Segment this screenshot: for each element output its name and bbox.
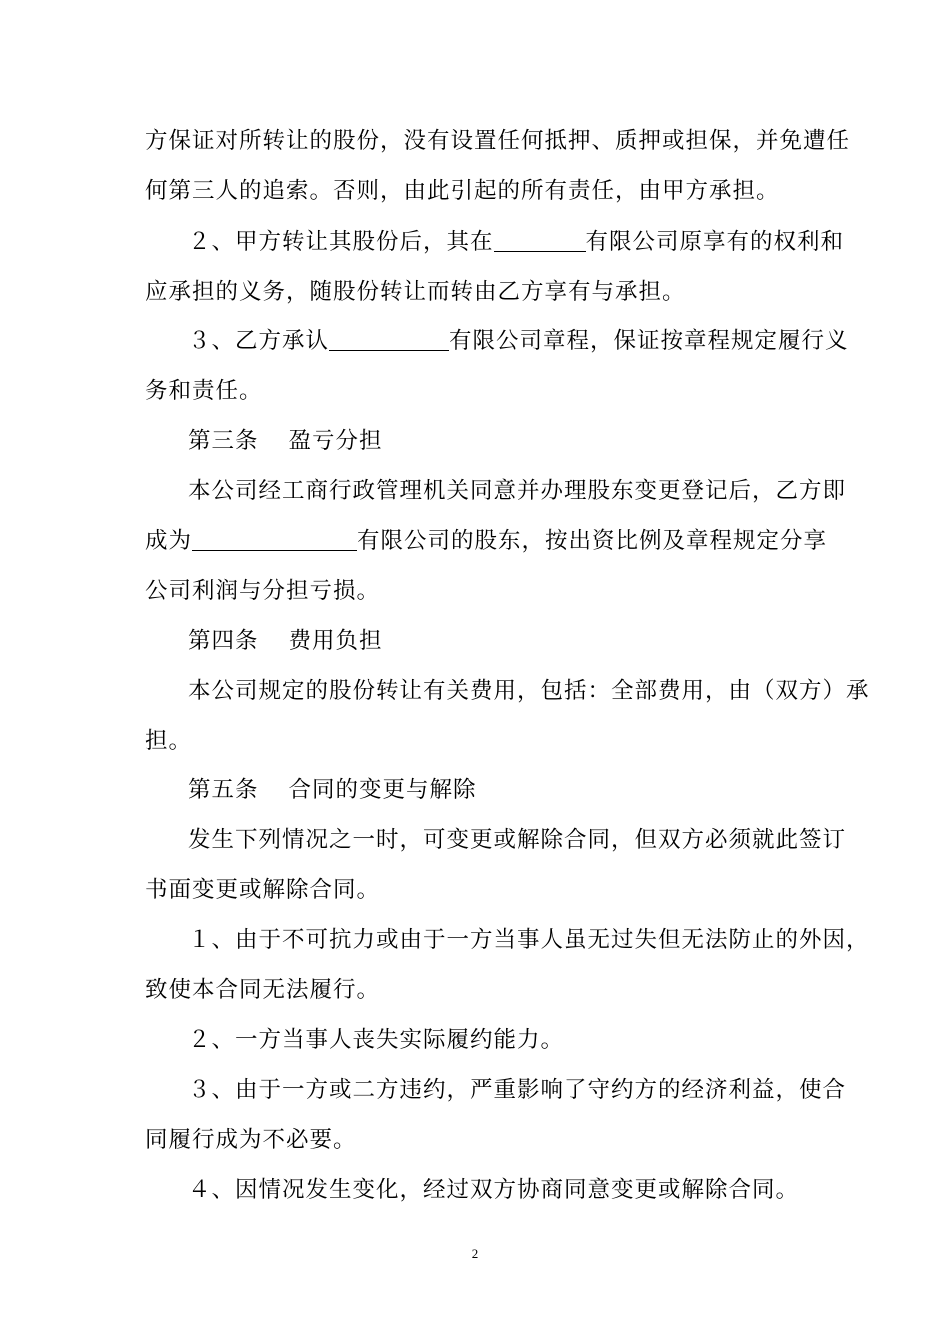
paragraph-line: [145, 726, 192, 756]
text-span: ２、甲方转让其股份后，其在: [188, 229, 494, 255]
paragraph-line: [145, 176, 780, 206]
paragraph-line: [188, 326, 849, 356]
section-heading: [188, 775, 477, 805]
text-span: 务和责任。: [145, 378, 263, 404]
text-span: 何第三人的追索。否则，由此引起的所有责任，由甲方承担。: [145, 178, 780, 204]
fill-in-blank: [329, 328, 449, 351]
text-span: 书面变更或解除合同。: [145, 877, 381, 903]
text-span: 方保证对所转让的股份，没有设置任何抵押、质押或担保，并免遭任: [145, 128, 851, 154]
paragraph-line: [188, 1025, 564, 1055]
text-span: 有限公司的股东，按出资比例及章程规定分享: [357, 528, 828, 554]
section-number: 第三条: [188, 428, 259, 454]
paragraph-line: [145, 1125, 357, 1155]
text-span: 有限公司原享有的权利和: [585, 229, 845, 255]
page-number: 2: [471, 1246, 479, 1261]
section-title: 盈亏分担: [288, 428, 383, 454]
text-span: ３、由于一方或二方违约，严重影响了守约方的经济利益，使合: [188, 1077, 847, 1103]
paragraph-line: [145, 526, 827, 556]
text-span: ２、一方当事人丧失实际履约能力。: [188, 1027, 565, 1053]
paragraph-line: [188, 676, 870, 706]
paragraph-line: [145, 126, 850, 156]
paragraph-line: [188, 227, 844, 257]
paragraph-line: [188, 925, 870, 955]
text-span: 担。: [145, 728, 193, 754]
fill-in-blank: [192, 528, 357, 551]
text-span: 公司利润与分担亏损。: [145, 578, 381, 604]
paragraph-line: [188, 1175, 799, 1205]
paragraph-line: [145, 376, 263, 406]
text-span: 发生下列情况之一时，可变更或解除合同，但双方必须就此签订: [188, 827, 847, 853]
section-number: 第四条: [188, 628, 259, 654]
paragraph-line: [188, 476, 846, 506]
paragraph-line: [145, 277, 686, 307]
text-span: 有限公司章程，保证按章程规定履行义: [449, 328, 849, 354]
text-span: 本公司规定的股份转让有关费用，包括：全部费用，由（双方）承: [188, 678, 870, 704]
paragraph-line: [145, 576, 380, 606]
text-span: 应承担的义务，随股份转让而转由乙方享有与承担。: [145, 279, 686, 305]
paragraph-line: [188, 1075, 846, 1105]
section-number: 第五条: [188, 777, 259, 803]
text-span: 致使本合同无法履行。: [145, 977, 381, 1003]
section-heading: [188, 626, 383, 656]
section-heading: [188, 426, 383, 456]
paragraph-line: [145, 875, 380, 905]
text-span: ３、乙方承认: [188, 328, 330, 354]
text-span: 本公司经工商行政管理机关同意并办理股东变更登记后，乙方即: [188, 478, 847, 504]
text-span: 同履行成为不必要。: [145, 1127, 357, 1153]
section-title: 合同的变更与解除: [288, 777, 477, 803]
text-span: １、由于不可抗力或由于一方当事人虽无过失但无法防止的外因，: [188, 927, 870, 953]
fill-in-blank: [494, 229, 586, 252]
paragraph-line: [188, 825, 846, 855]
section-title: 费用负担: [288, 628, 383, 654]
paragraph-line: [145, 975, 380, 1005]
text-span: ４、因情况发生变化，经过双方协商同意变更或解除合同。: [188, 1177, 800, 1203]
text-span: 成为: [145, 528, 193, 554]
